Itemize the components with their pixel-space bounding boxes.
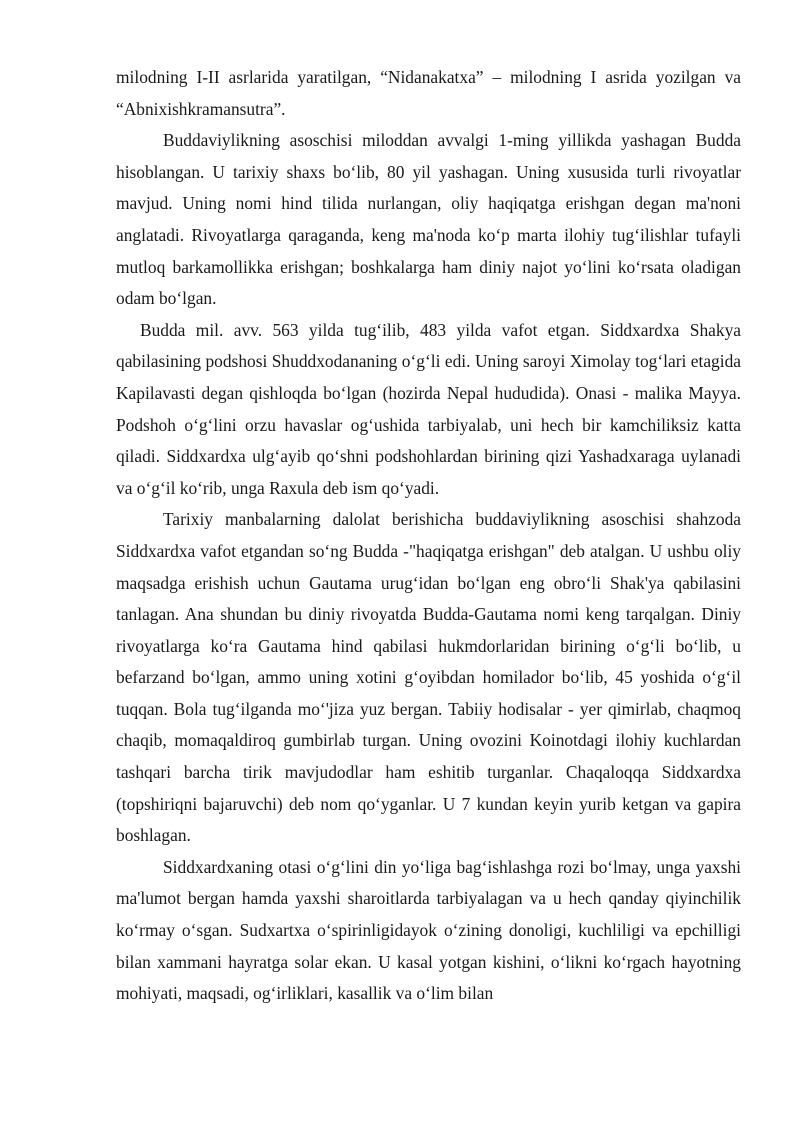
paragraph-historical-sources: Tarixiy manbalarning dalolat berishicha buddaviylikning asoschisi shahzoda Siddxardxa vafot etgandan so‘ng Budda -"haqiqatga erishgan" deb atalgan. U ushbu oliy maqsadga erishish uchun Gautama urug‘idan bo‘lgan eng obro‘li Shak'ya qabilasini tanlagan. Ana shundan bu diniy rivoyatda Budda-Gautama nomi keng tarqalgan. Diniy rivoyatlarga ko‘ra Gautama hind qabilasi hukmdorlaridan birining o‘g‘li bo‘lib, u befarzand bo‘lgan, ammo uning xotini g‘oyibdan homilador bo‘lib, 45 yoshida o‘g‘il tuqqan. Bola tug‘ilganda mo‘'jiza yuz bergan. Tabiiy hodisalar - yer qimirlab, chaqmoq chaqib, momaqaldiroq gumbirlab turgan. Uning ovozini Koinotdagi ilohiy kuchlardan tashqari barcha tirik mavjudodlar ham eshitib turganlar. Chaqaloqqa Siddxardxa (topshiriqni bajaruvchi) deb nom qo‘yganlar. U 7 kundan keyin yurib ketgan va gapira boshlagan. [116,509,741,846]
paragraph-continuation: milodning I-II asrlarida yaratilgan, “Nidanakatxa” – milodning I asrida yozilgan va “Abnixishkramansutra”. [116,67,741,119]
paragraph-buddha-birth: Budda mil. avv. 563 yilda tug‘ilib, 483 yilda vafot etgan. Siddxardxa Shakya qabilasining podshosi Shuddxodananing o‘g‘li edi. Uning saroyi Ximolay tog‘lari etagida Kapilavasti degan qishloqda bo‘lgan (hozirda Nepal hududida). Onasi - malika Mayya. Podshoh o‘g‘lini orzu havaslar og‘ushida tarbiyalab, uni hech bir kamchiliksiz katta qiladi. Siddxardxa ulg‘ayib qo‘shni podshohlardan birining qizi Yashadxaraga uylanadi va o‘g‘il ko‘rib, unga Raxula deb ism qo‘yadi. [116,319,741,498]
document-body [116,62,741,1010]
paragraph-buddhism-founder: Buddaviylikning asoschisi miloddan avvalgi 1-ming yillikda yashagan Budda hisoblangan. U tarixiy shaxs bo‘lib, 80 yil yashagan. Uning xususida turli rivoyatlar mavjud. Uning nomi hind tilida nurlangan, oliy haqiqatga erishgan degan ma'noni anglatadi. Rivoyatlarga qaraganda, keng ma'noda ko‘p marta ilohiy tug‘ilishlar tufayli mutloq barkamollikka erishgan; boshkalarga ham diniy najot yo‘lini ko‘rsata oladigan odam bo‘lgan. [116,130,741,309]
paragraph-siddhartha-father: Siddxardxaning otasi o‘g‘lini din yo‘liga bag‘ishlashga rozi bo‘lmay, unga yaxshi ma'lumot bergan hamda yaxshi sharoitlarda tarbiyalagan va u hech qanday qiyinchilik ko‘rmay o‘sgan. Sudxartxa o‘spirinligidayok o‘zining donoligi, kuchliligi va epchilligi bilan xammani hayratga solar ekan. U kasal yotgan kishini, o‘likni ko‘rgach hayotning mohiyati, maqsadi, og‘irliklari, kasallik va o‘lim bilan [116,856,741,1004]
